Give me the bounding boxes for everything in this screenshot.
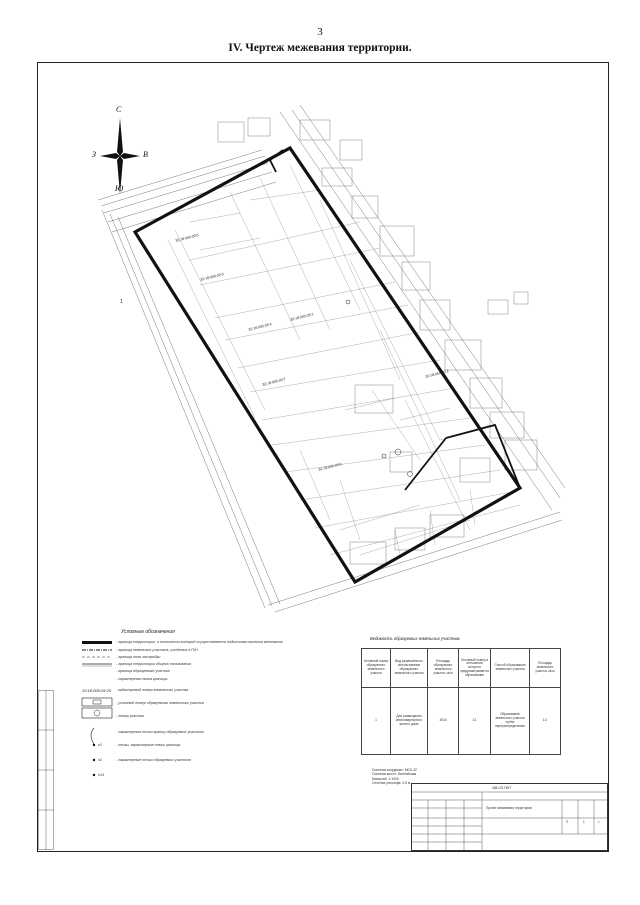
table-header: Площадь образуемого земельного участка, кв.м [428, 649, 459, 688]
stamp-org: Проект межевания территории [486, 806, 532, 810]
map-label: 32:18:000:29:4 [247, 322, 273, 332]
table-cell: Для размещения многоквартирного жилого дома [391, 688, 428, 755]
table-header: Способ образования земельного участка [490, 649, 529, 688]
parcels-table [361, 648, 561, 755]
stamp-sheets: 1 [598, 820, 600, 824]
legend-title: Условные обозначения [121, 629, 175, 635]
table-title: Ведомость образуемых земельных участков [370, 636, 460, 641]
title-block [411, 783, 608, 851]
table-cell: Образование земельного участка путём перераспределения [490, 688, 529, 755]
compass-south: Ю [115, 184, 124, 193]
note-line: Система высот: Балтийская [372, 772, 417, 777]
stamp-stage: П [566, 820, 569, 824]
side-stamp [38, 690, 54, 850]
table-header: Вид разрешённого использования образуемого земельного участка [391, 649, 428, 688]
stamp-code: 288-ОП-ПМТ [492, 786, 512, 790]
map-label: 32:18:000:29:1 [289, 312, 315, 322]
map-label: 32:18:000:29:3 [199, 272, 225, 282]
page-title: IV. Чертеж межевания территории. [228, 42, 412, 54]
note-line: Система координат: МСК-32 [372, 768, 417, 772]
note-line: Масштаб: 1:1000 [372, 776, 399, 781]
table-cell: 4016 [428, 688, 459, 755]
map-label: 32:18:000:29:5 [174, 233, 200, 243]
table-header-row [362, 649, 561, 688]
table-header: Условный номер в отношении которого предусматривается образование [459, 649, 491, 688]
compass-north: С [116, 105, 122, 114]
compass-west: З [92, 150, 96, 159]
stamp-sheet: 1 [583, 820, 585, 824]
table-header: Условный номер образуемого земельного участка [362, 649, 391, 688]
map-label: 32:18:000:29:9 [317, 462, 343, 472]
table-row [362, 688, 561, 755]
table-cell: 1:1 [459, 688, 491, 755]
cadastral-example: 32:18:000:29:25 [82, 688, 111, 693]
note-line: Сечение рельефа: 0,5 м [372, 781, 411, 786]
map-label: 1 [120, 299, 123, 305]
table-cell: 1 [362, 688, 391, 755]
compass-east: В [143, 150, 148, 159]
table-header: Площадь земельного участка, кв.м [529, 649, 560, 688]
map-label: 32:18:000:29:7 [261, 377, 287, 387]
map-label: 32:18:000:29:2 [424, 369, 450, 379]
table-cell: 1:2 [529, 688, 560, 755]
page-number: 3 [317, 26, 323, 38]
